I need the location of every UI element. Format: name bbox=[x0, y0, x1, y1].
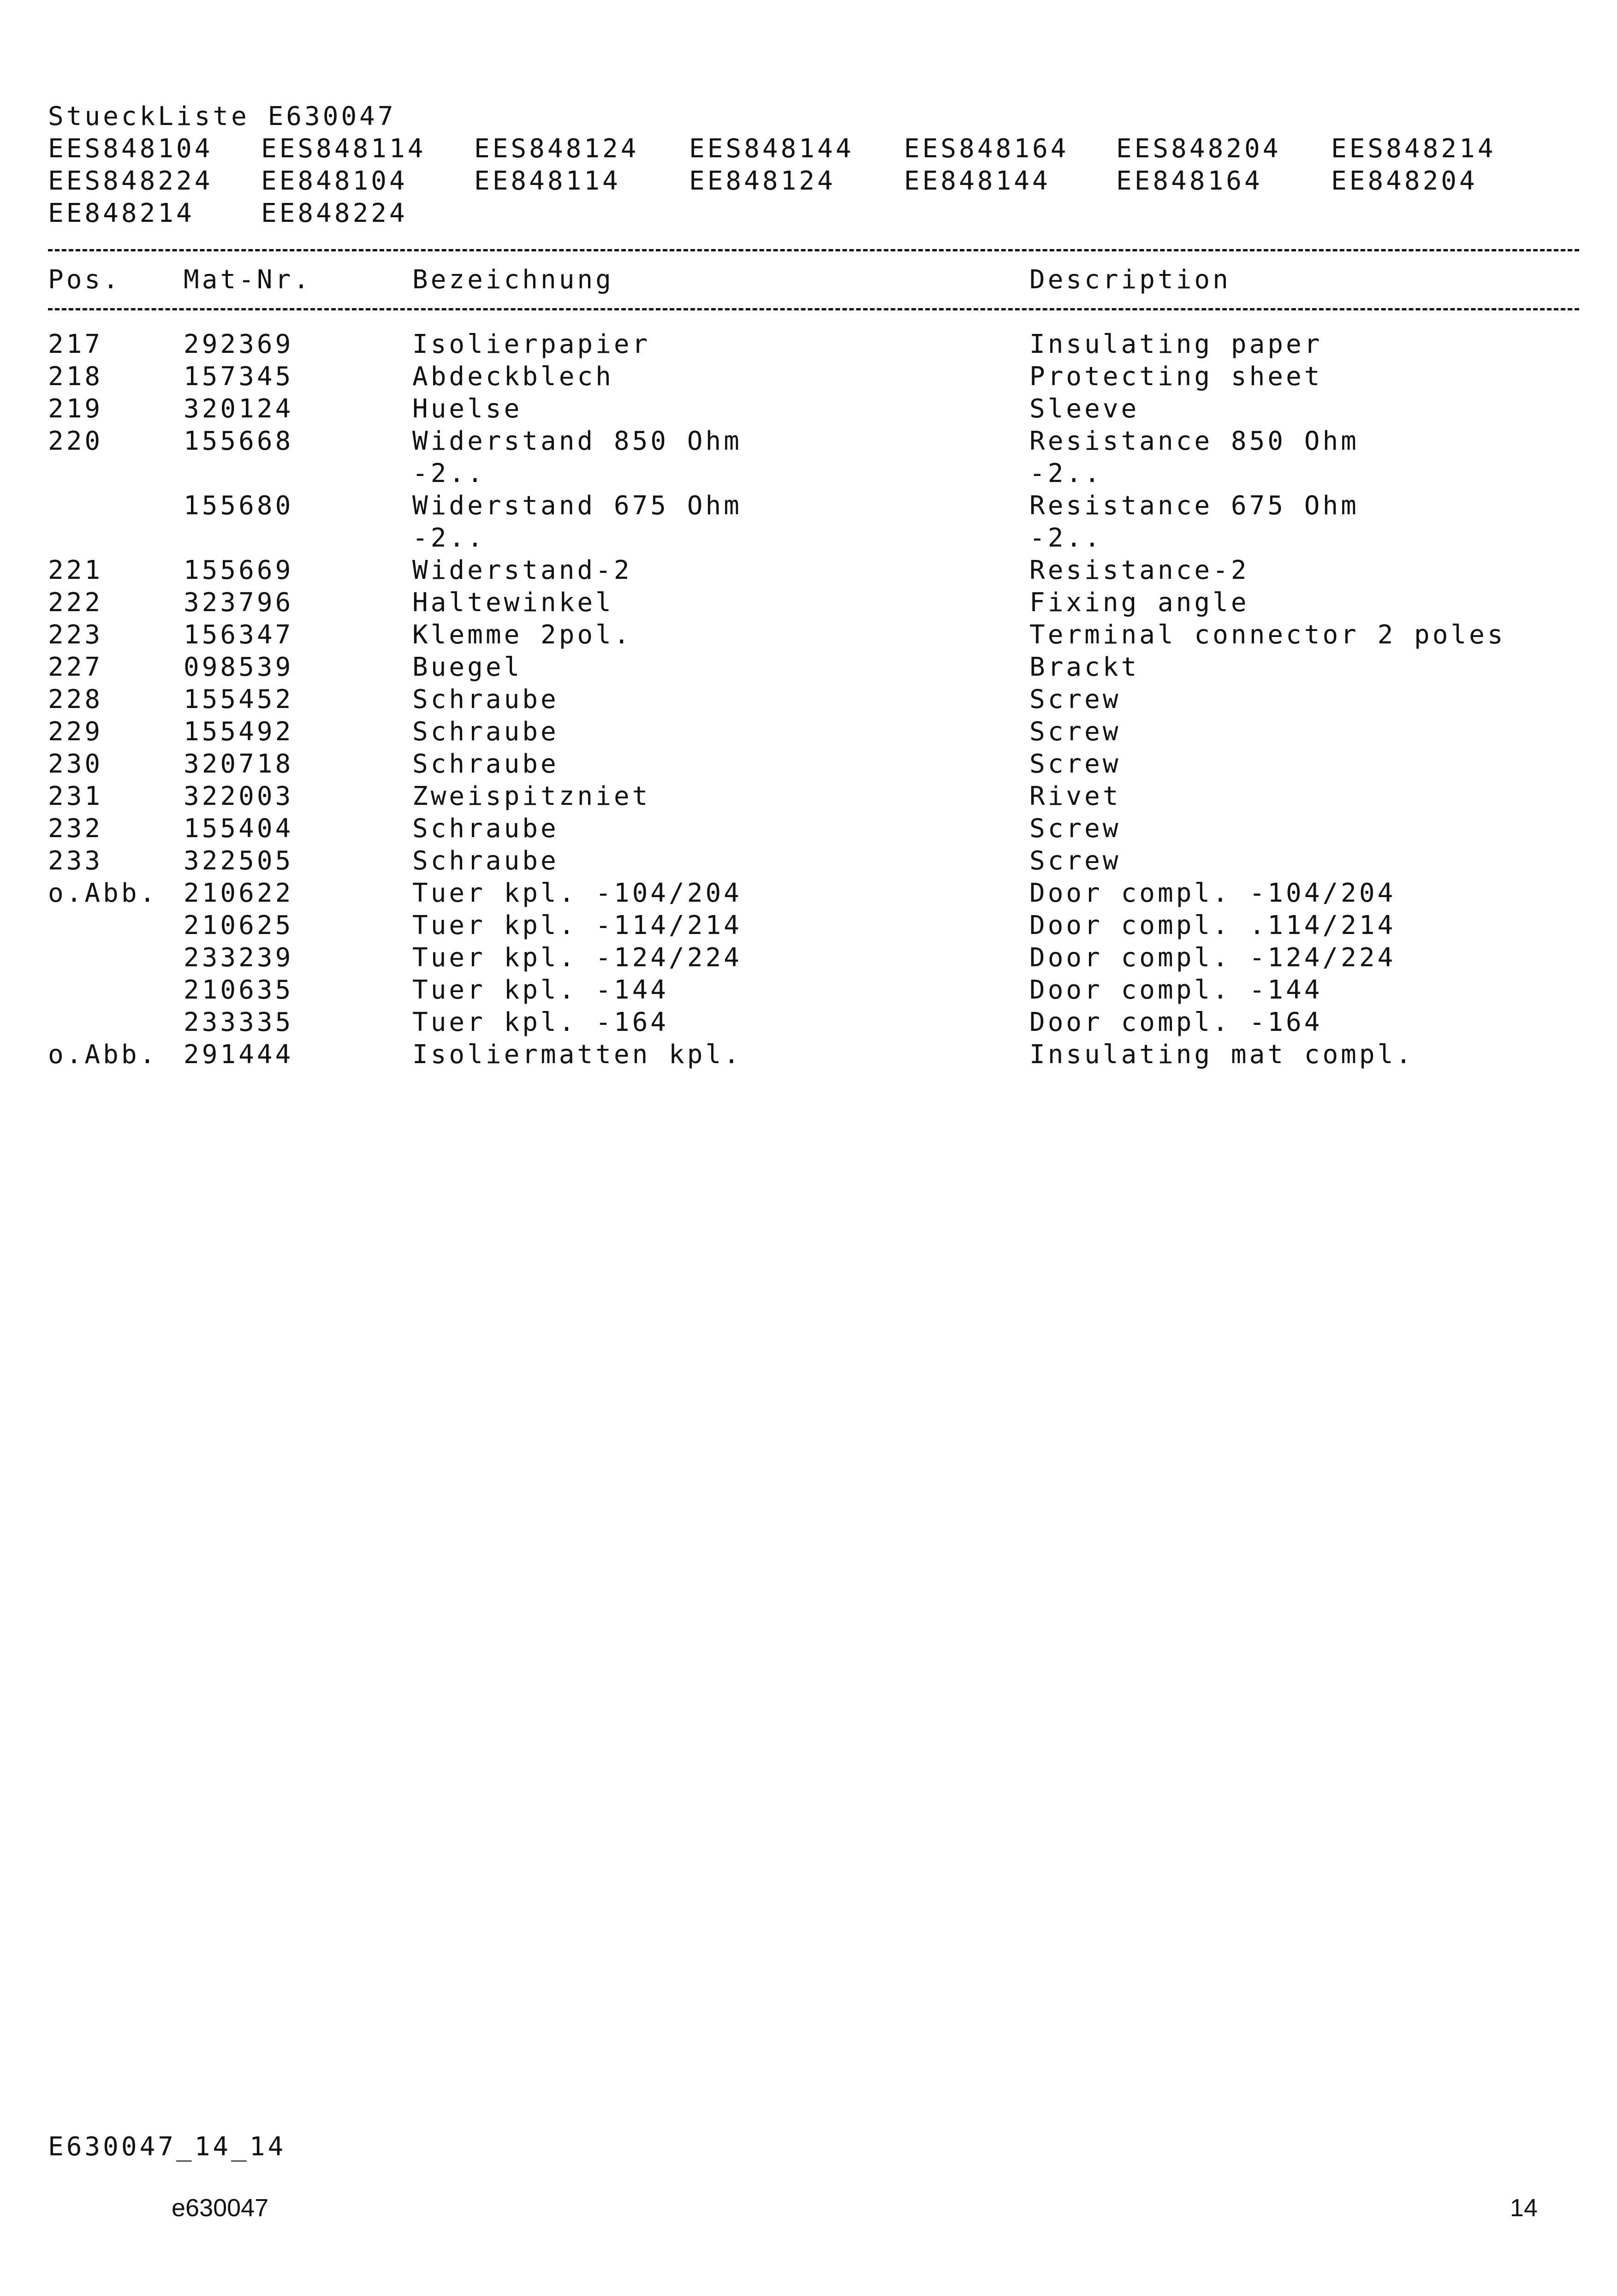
model-number: EES848224 bbox=[48, 166, 213, 196]
cell-pos: 229 bbox=[48, 717, 103, 747]
cell-description: Door compl. -104/204 bbox=[1029, 878, 1396, 908]
model-number: EE848204 bbox=[1331, 166, 1478, 196]
cell-pos: 222 bbox=[48, 588, 103, 618]
cell-description: Brackt bbox=[1029, 652, 1140, 682]
table-row bbox=[48, 328, 1579, 361]
cell-bezeichnung: Abdeckblech bbox=[412, 362, 614, 392]
model-row bbox=[48, 197, 1570, 230]
cell-mat-nr: 210635 bbox=[184, 975, 294, 1005]
cell-description: Sleeve bbox=[1029, 394, 1140, 424]
table-row bbox=[48, 361, 1579, 393]
table-row bbox=[48, 845, 1579, 877]
cell-mat-nr: 155668 bbox=[184, 426, 294, 456]
model-number: EE848104 bbox=[261, 166, 408, 196]
cell-description: Screw bbox=[1029, 749, 1121, 779]
cell-bezeichnung: Haltewinkel bbox=[412, 588, 614, 618]
cell-bezeichnung: Tuer kpl. -164 bbox=[412, 1007, 669, 1037]
table-row bbox=[48, 1039, 1579, 1071]
model-number: EES848104 bbox=[48, 134, 213, 164]
table-row bbox=[48, 780, 1579, 813]
cell-bezeichnung: Widerstand 850 Ohm bbox=[412, 426, 742, 456]
model-number: EES848124 bbox=[474, 134, 639, 164]
cell-bezeichnung: Schraube bbox=[412, 749, 559, 779]
cell-description: Screw bbox=[1029, 814, 1121, 844]
model-number: EE848114 bbox=[474, 166, 621, 196]
cell-description: Door compl. -144 bbox=[1029, 975, 1323, 1005]
table-row bbox=[48, 877, 1579, 910]
cell-bezeichnung: Buegel bbox=[412, 652, 523, 682]
table-row bbox=[48, 684, 1579, 716]
cell-pos: 219 bbox=[48, 394, 103, 424]
cell-bezeichnung: Isolierpapier bbox=[412, 329, 651, 359]
cell-description: Fixing angle bbox=[1029, 588, 1249, 618]
table-row bbox=[48, 554, 1579, 587]
model-number: EE848124 bbox=[689, 166, 836, 196]
cell-mat-nr: 322003 bbox=[184, 781, 294, 811]
table-row bbox=[48, 716, 1579, 748]
column-header-bezeichnung: Bezeichnung bbox=[412, 265, 614, 295]
cell-mat-nr: 156347 bbox=[184, 620, 294, 650]
cell-bezeichnung: Widerstand 675 Ohm bbox=[412, 491, 742, 521]
cell-pos: o.Abb. bbox=[48, 878, 158, 908]
cell-bezeichnung: Schraube bbox=[412, 814, 559, 844]
table-row bbox=[48, 813, 1579, 845]
model-number: EES848214 bbox=[1331, 134, 1496, 164]
cell-mat-nr: 320718 bbox=[184, 749, 294, 779]
cell-bezeichnung: Klemme 2pol. bbox=[412, 620, 632, 650]
cell-pos: 228 bbox=[48, 684, 103, 714]
model-number: EES848114 bbox=[261, 134, 426, 164]
cell-pos: o.Abb. bbox=[48, 1040, 158, 1070]
model-number: EES848144 bbox=[689, 134, 854, 164]
table-row bbox=[48, 910, 1579, 942]
footer-file-name: e630047 bbox=[172, 2194, 269, 2222]
table-row bbox=[48, 490, 1579, 522]
model-row bbox=[48, 165, 1570, 197]
table-row bbox=[48, 393, 1579, 425]
column-header-description: Description bbox=[1029, 265, 1231, 295]
cell-description: Screw bbox=[1029, 684, 1121, 714]
cell-bezeichnung: Tuer kpl. -114/214 bbox=[412, 910, 742, 940]
cell-description: Terminal connector 2 poles bbox=[1029, 620, 1506, 650]
parts-table-body bbox=[48, 328, 1579, 1071]
table-row bbox=[48, 942, 1579, 974]
dashed-divider-top bbox=[48, 249, 1579, 251]
model-number: EES848164 bbox=[904, 134, 1069, 164]
cell-mat-nr: 292369 bbox=[184, 329, 294, 359]
table-row bbox=[48, 587, 1579, 619]
cell-mat-nr: 320124 bbox=[184, 394, 294, 424]
cell-bezeichnung: Schraube bbox=[412, 717, 559, 747]
cell-bezeichnung: Tuer kpl. -124/224 bbox=[412, 943, 742, 973]
cell-mat-nr: 155452 bbox=[184, 684, 294, 714]
cell-pos: 217 bbox=[48, 329, 103, 359]
cell-bezeichnung: -2.. bbox=[412, 458, 486, 488]
model-number: EE848214 bbox=[48, 198, 195, 228]
cell-description: Resistance 675 Ohm bbox=[1029, 491, 1359, 521]
cell-description: Door compl. -124/224 bbox=[1029, 943, 1396, 973]
model-number: EE848224 bbox=[261, 198, 408, 228]
cell-mat-nr: 155492 bbox=[184, 717, 294, 747]
column-header-pos: Pos. bbox=[48, 265, 121, 295]
cell-pos: 230 bbox=[48, 749, 103, 779]
column-header-mat-nr: Mat-Nr. bbox=[184, 265, 312, 295]
cell-description: Protecting sheet bbox=[1029, 362, 1323, 392]
cell-description: Insulating mat compl. bbox=[1029, 1040, 1415, 1070]
cell-mat-nr: 155669 bbox=[184, 555, 294, 585]
cell-bezeichnung: Isoliermatten kpl. bbox=[412, 1040, 742, 1070]
table-row bbox=[48, 651, 1579, 684]
cell-pos: 220 bbox=[48, 426, 103, 456]
cell-mat-nr: 291444 bbox=[184, 1040, 294, 1070]
table-header bbox=[48, 264, 1579, 296]
cell-pos: 232 bbox=[48, 814, 103, 844]
cell-pos: 233 bbox=[48, 846, 103, 876]
cell-pos: 231 bbox=[48, 781, 103, 811]
cell-mat-nr: 210625 bbox=[184, 910, 294, 940]
cell-description: Door compl. .114/214 bbox=[1029, 910, 1396, 940]
model-number: EE848164 bbox=[1116, 166, 1263, 196]
cell-description: Insulating paper bbox=[1029, 329, 1323, 359]
table-row bbox=[48, 425, 1579, 458]
cell-bezeichnung: Schraube bbox=[412, 846, 559, 876]
cell-description: Door compl. -164 bbox=[1029, 1007, 1323, 1037]
cell-pos: 221 bbox=[48, 555, 103, 585]
table-row bbox=[48, 1006, 1579, 1039]
cell-mat-nr: 157345 bbox=[184, 362, 294, 392]
model-number: EES848204 bbox=[1116, 134, 1281, 164]
cell-mat-nr: 322505 bbox=[184, 846, 294, 876]
cell-description: Screw bbox=[1029, 717, 1121, 747]
table-row bbox=[48, 748, 1579, 780]
table-row bbox=[48, 458, 1579, 490]
cell-description: -2.. bbox=[1029, 458, 1103, 488]
cell-bezeichnung: Tuer kpl. -144 bbox=[412, 975, 669, 1005]
table-row bbox=[48, 974, 1579, 1006]
cell-mat-nr: 233239 bbox=[184, 943, 294, 973]
cell-pos: 218 bbox=[48, 362, 103, 392]
cell-mat-nr: 233335 bbox=[184, 1007, 294, 1037]
table-row bbox=[48, 619, 1579, 651]
cell-bezeichnung: Tuer kpl. -104/204 bbox=[412, 878, 742, 908]
page-number: 14 bbox=[1510, 2194, 1538, 2222]
cell-bezeichnung: Huelse bbox=[412, 394, 523, 424]
cell-bezeichnung: Widerstand-2 bbox=[412, 555, 632, 585]
table-row bbox=[48, 522, 1579, 554]
cell-bezeichnung: Zweispitzniet bbox=[412, 781, 651, 811]
cell-mat-nr: 210622 bbox=[184, 878, 294, 908]
cell-description: Screw bbox=[1029, 846, 1121, 876]
footer-document-code: E630047_14_14 bbox=[48, 2132, 286, 2162]
cell-description: Rivet bbox=[1029, 781, 1121, 811]
cell-bezeichnung: -2.. bbox=[412, 523, 486, 553]
cell-description: -2.. bbox=[1029, 523, 1103, 553]
cell-description: Resistance-2 bbox=[1029, 555, 1249, 585]
cell-mat-nr: 155404 bbox=[184, 814, 294, 844]
cell-mat-nr: 155680 bbox=[184, 491, 294, 521]
model-number: EE848144 bbox=[904, 166, 1051, 196]
cell-pos: 223 bbox=[48, 620, 103, 650]
cell-mat-nr: 323796 bbox=[184, 588, 294, 618]
cell-mat-nr: 098539 bbox=[184, 652, 294, 682]
cell-pos: 227 bbox=[48, 652, 103, 682]
model-row bbox=[48, 133, 1570, 165]
cell-bezeichnung: Schraube bbox=[412, 684, 559, 714]
dashed-divider-header bbox=[48, 308, 1579, 310]
document-title: StueckListe E630047 bbox=[48, 101, 396, 131]
cell-description: Resistance 850 Ohm bbox=[1029, 426, 1359, 456]
model-list bbox=[48, 133, 1570, 230]
